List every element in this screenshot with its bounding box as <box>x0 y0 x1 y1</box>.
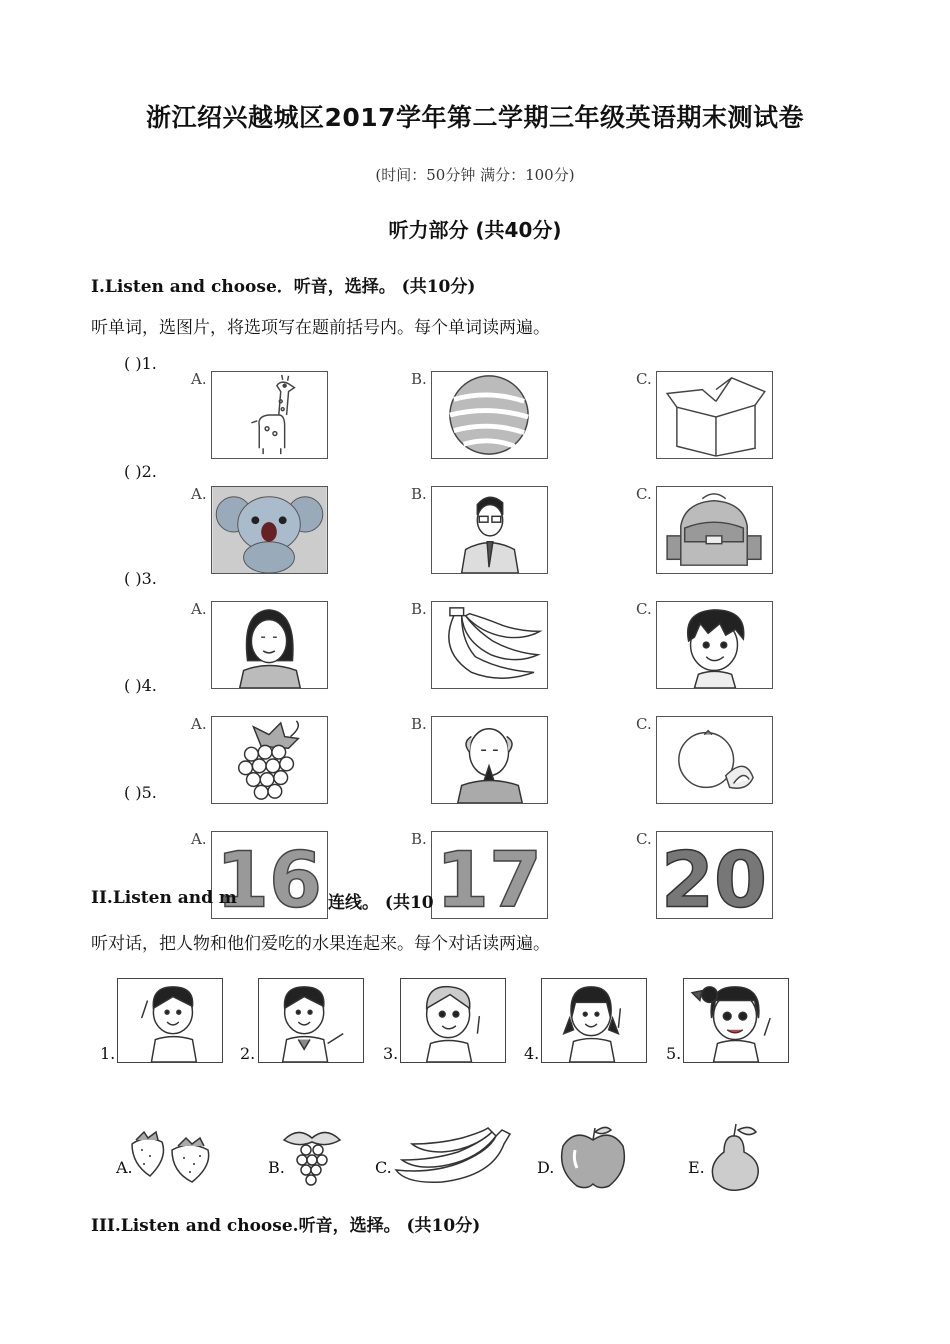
section1-heading: I.Listen and choose．听音，选择。 (共10分) <box>91 277 476 297</box>
section2-heading-right: 连线。 (共10 <box>328 893 434 913</box>
kid-number: 3. <box>383 1044 399 1063</box>
boy-1-icon <box>117 978 223 1063</box>
question-1-label: ( )1. <box>124 354 157 373</box>
option-letter: A. <box>191 830 207 848</box>
orange-icon <box>656 716 773 804</box>
grapes-icon <box>211 716 328 804</box>
number-16-text: 16 <box>215 835 323 918</box>
bananas-fruit-icon <box>392 1124 514 1186</box>
grandpa-icon <box>431 716 548 804</box>
page-title: 浙江绍兴越城区2017学年第二学期三年级英语期末测试卷 <box>145 103 805 132</box>
option-letter: C. <box>636 830 652 848</box>
option-letter: A. <box>191 370 207 388</box>
fruit-letter: E. <box>688 1158 705 1177</box>
fruit-letter: C. <box>375 1158 392 1177</box>
exam-info: (时间：50分钟 满分：100分) <box>375 166 575 184</box>
strawberry-icon <box>124 1124 216 1186</box>
option-letter: A. <box>191 485 207 503</box>
boy-3-icon <box>400 978 506 1063</box>
pear-icon <box>704 1120 766 1192</box>
girl-1-icon <box>541 978 647 1063</box>
bananas-icon <box>431 601 548 689</box>
fruit-letter: D. <box>537 1158 555 1177</box>
grandma-icon <box>211 601 328 689</box>
fruit-letter: B. <box>268 1158 285 1177</box>
option-letter: A. <box>191 715 207 733</box>
number-20-text: 20 <box>660 835 768 918</box>
option-letter: C. <box>636 600 652 618</box>
option-letter: B. <box>411 600 427 618</box>
option-letter: B. <box>411 715 427 733</box>
section2-instruction: 听对话，把人物和他们爱吃的水果连起来。每个对话读两遍。 <box>91 934 550 954</box>
box-icon <box>656 371 773 459</box>
schoolbag-icon <box>656 486 773 574</box>
section1-instruction: 听单词，选图片，将选项写在题前括号内。每个单词读两遍。 <box>91 318 550 338</box>
option-letter: C. <box>636 370 652 388</box>
girl-2-icon <box>683 978 789 1063</box>
number-20-icon <box>656 831 773 919</box>
option-letter: C. <box>636 485 652 503</box>
apple-icon <box>555 1124 631 1190</box>
question-5-label: ( )5. <box>124 783 157 802</box>
option-letter: B. <box>411 830 427 848</box>
option-letter: B. <box>411 485 427 503</box>
part-title: 听力部分 (共40分) <box>388 218 562 242</box>
number-17-icon <box>431 831 548 919</box>
option-letter: B. <box>411 370 427 388</box>
kid-number: 5. <box>666 1044 682 1063</box>
giraffe-icon <box>211 371 328 459</box>
boy-icon <box>656 601 773 689</box>
ball-icon <box>431 371 548 459</box>
grapes-fruit-icon <box>278 1126 348 1190</box>
option-letter: C. <box>636 715 652 733</box>
kid-number: 4. <box>524 1044 540 1063</box>
option-letter: A. <box>191 600 207 618</box>
question-3-label: ( )3. <box>124 569 157 588</box>
question-2-label: ( )2. <box>124 462 157 481</box>
teacher-man-icon <box>431 486 548 574</box>
kid-number: 2. <box>240 1044 256 1063</box>
koala-icon <box>211 486 328 574</box>
section3-heading: III.Listen and choose.听音，选择。 (共10分) <box>91 1216 481 1236</box>
section2-heading-left: II.Listen and m <box>91 888 237 908</box>
question-4-label: ( )4. <box>124 676 157 695</box>
fruit-letter: A. <box>116 1158 133 1177</box>
boy-2-icon <box>258 978 364 1063</box>
kid-number: 1. <box>100 1044 116 1063</box>
number-17-text: 17 <box>435 835 543 918</box>
